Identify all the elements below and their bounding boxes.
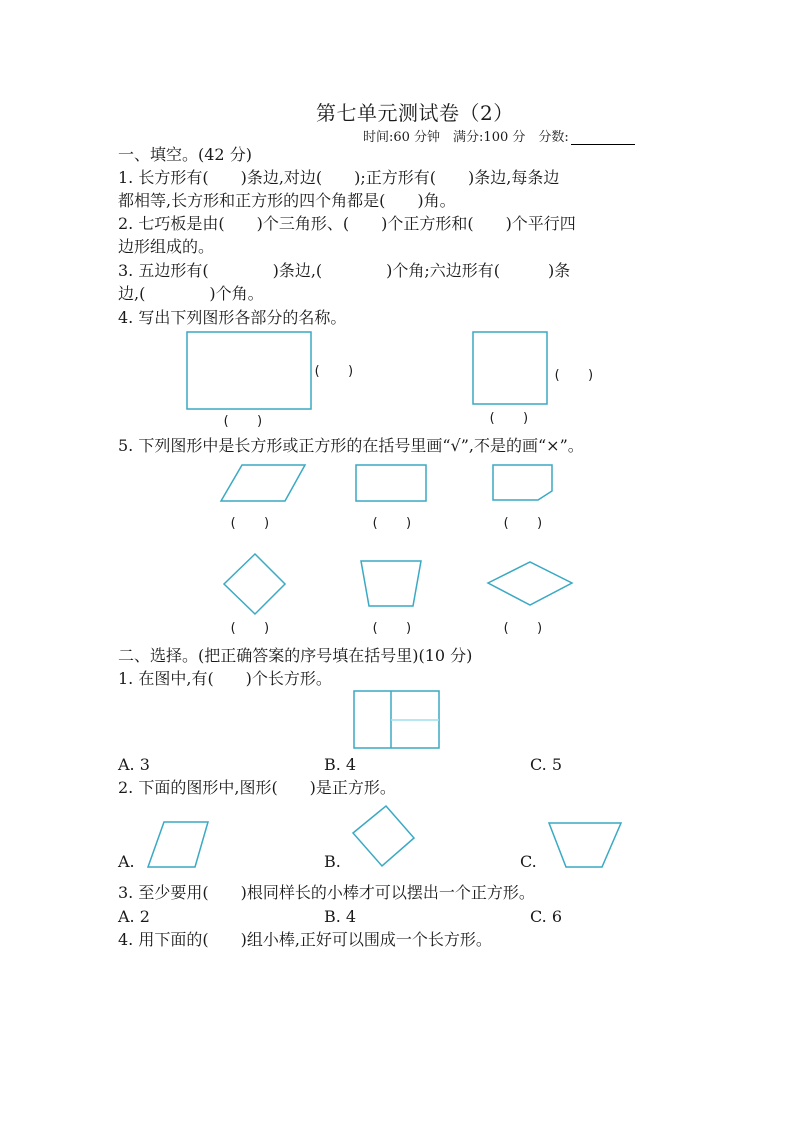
s2-q2-option-a[interactable]: A. <box>118 852 135 871</box>
s1-line-1: 1. 长方形有( )条边,对边( );正方形有( )条边,每条边 <box>118 168 560 187</box>
q4-square-figure <box>473 332 547 404</box>
q5-rectangle-figure <box>356 465 426 501</box>
q4-rect-side-blank[interactable]: ( ) <box>313 364 355 379</box>
s2-q2-option-c[interactable]: C. <box>520 852 537 871</box>
s2-q4-text: 4. 用下面的( )组小棒,正好可以围成一个长方形。 <box>118 930 492 949</box>
q4-rect-bottom-blank[interactable]: ( ) <box>222 414 264 429</box>
s1-line-7: 4. 写出下列图形各部分的名称。 <box>118 308 347 327</box>
s2-q3-option-a[interactable]: A. 2 <box>118 907 150 926</box>
s2-q2-option-a-parallelogram <box>148 822 208 867</box>
s1-line-5: 3. 五边形有( )条边,( )个角;六边形有( )条 <box>118 261 571 280</box>
q4-square-side-blank[interactable]: ( ) <box>553 368 595 383</box>
s2-q2-option-c-trapezoid <box>549 823 621 867</box>
q4-square-bottom-blank[interactable]: ( ) <box>488 411 530 426</box>
q5-trapezoid-figure <box>361 561 421 606</box>
s1-line-2: 都相等,长方形和正方形的四个角都是( )角。 <box>118 191 456 210</box>
s1-line-4: 边形组成的。 <box>118 237 215 256</box>
q5-blank-1[interactable]: ( ) <box>229 516 271 531</box>
s2-q2-text: 2. 下面的图形中,图形( )是正方形。 <box>118 778 396 797</box>
section1-heading: 一、填空。(42 分) <box>118 145 252 164</box>
s2-q2-option-b-square <box>353 806 414 866</box>
q5-parallelogram-figure <box>221 465 305 501</box>
section2-heading: 二、选择。(把正确答案的序号填在括号里)(10 分) <box>118 646 473 665</box>
q5-diamond-figure <box>224 554 285 614</box>
q5-blank-4[interactable]: ( ) <box>229 621 271 636</box>
s2-q2-option-b[interactable]: B. <box>324 852 341 871</box>
page-title: 第七单元测试卷（2） <box>316 101 514 125</box>
s1-line-3: 2. 七巧板是由( )个三角形、( )个正方形和( )个平行四 <box>118 214 576 233</box>
s2-q3-text: 3. 至少要用( )根同样长的小棒才可以摆出一个正方形。 <box>118 883 535 902</box>
q4-rectangle-figure <box>187 332 311 409</box>
s1-q5-text: 5. 下列图形中是长方形或正方形的在括号里画“√”,不是的画“×”。 <box>118 436 584 455</box>
q5-blank-3[interactable]: ( ) <box>502 516 544 531</box>
s2-q1-text: 1. 在图中,有( )个长方形。 <box>118 669 332 688</box>
q5-cut-corner-figure <box>493 465 552 500</box>
s2-q3-option-b[interactable]: B. 4 <box>324 907 357 926</box>
s2-q1-option-b[interactable]: B. 4 <box>324 755 357 774</box>
q5-blank-6[interactable]: ( ) <box>502 621 544 636</box>
s2-q1-option-c[interactable]: C. 5 <box>530 755 563 774</box>
s2-q1-option-a[interactable]: A. 3 <box>118 755 150 774</box>
q5-rhombus-figure <box>488 562 572 605</box>
exam-meta-text: 时间:60 分钟 满分:100 分 分数: <box>363 130 569 145</box>
q5-blank-2[interactable]: ( ) <box>371 516 413 531</box>
s2-q3-option-c[interactable]: C. 6 <box>530 907 563 926</box>
q5-blank-5[interactable]: ( ) <box>371 621 413 636</box>
s1-line-6: 边,( )个角。 <box>118 284 264 303</box>
